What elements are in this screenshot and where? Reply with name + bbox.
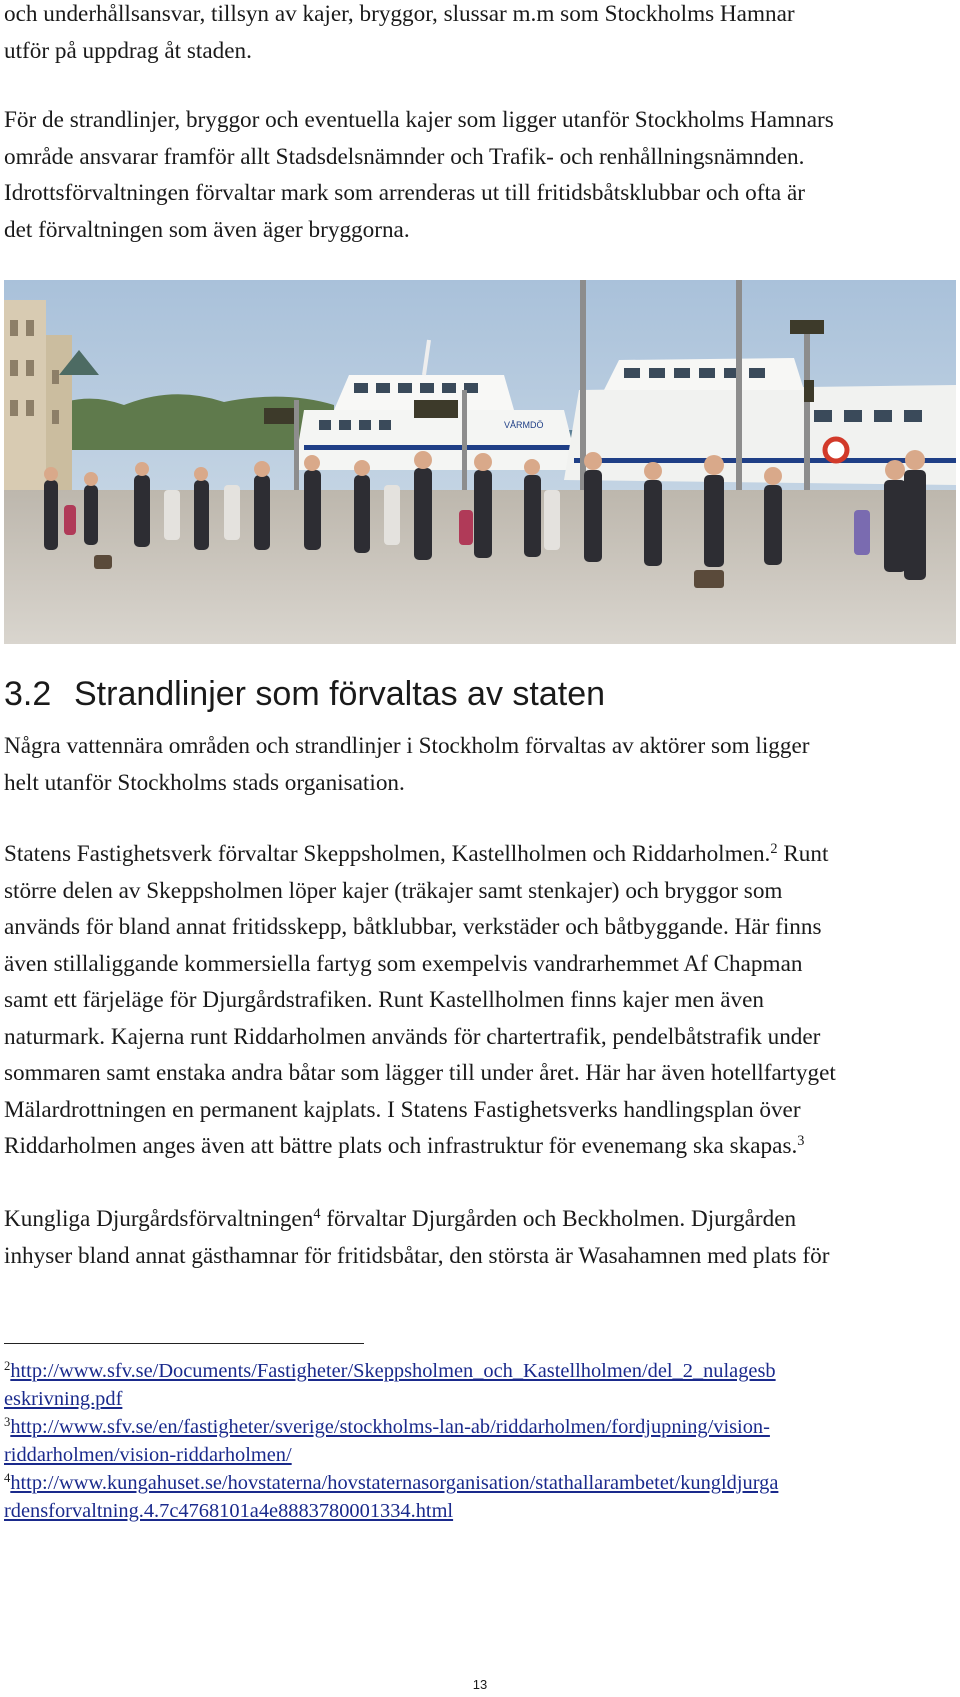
ferry-stripe — [304, 445, 574, 450]
body-paragraph-2 — [4, 836, 956, 1165]
text-run: Kungliga Djurgårdsförvaltningen — [4, 1206, 314, 1232]
section-heading — [4, 674, 605, 714]
text-run: Statens Fastighetsverk förvaltar Skeppsholmen, Kastellholmen och Riddarholmen. — [4, 841, 771, 867]
text-line: Idrottsförvaltningen förvaltar mark som arrenderas ut till fritidsbåtsklubbar och ofta är — [4, 180, 805, 206]
text-line: helt utanför Stockholms stads organisation. — [4, 769, 405, 796]
footnote-4 — [4, 1469, 956, 1525]
footnote-3 — [4, 1413, 956, 1469]
page-number: 13 — [472, 1677, 488, 1692]
footnote-link[interactable]: http://www.sfv.se/en/fastigheter/sverige/stockholms-lan-ab/riddarholmen/fordjupning/vision- — [10, 1416, 770, 1438]
footnote-ref[interactable]: 3 — [797, 1133, 805, 1150]
text-run: förvaltar Djurgården och Beckholmen. Djurgården — [320, 1206, 797, 1232]
text-run: Runt — [777, 841, 829, 867]
text-run: Riddarholmen anges även att bättre plats och infrastruktur för evenemang ska skapas. — [4, 1133, 798, 1159]
text-line: och underhållsansvar, tillsyn av kajer, bryggor, slussar m.m som Stockholms Hamnar — [4, 1, 795, 27]
section-title: Strandlinjer som förvaltas av staten — [74, 675, 606, 713]
section-number: 3.2 — [4, 675, 52, 713]
body-paragraph-3 — [4, 1201, 956, 1274]
text-line — [4, 836, 956, 873]
harbour-photo — [4, 280, 956, 644]
text-line: naturmark. Kajerna runt Riddarholmen används för chartertrafik, pendelbåtstrafik under — [4, 1023, 821, 1050]
harbour-photo-illustration — [4, 280, 956, 644]
text-line: För de strandlinjer, bryggor och eventuella kajer som ligger utanför Stockholms Hamnars — [4, 107, 834, 133]
lifebuoy-icon — [825, 439, 847, 461]
intro-paragraph-2 — [4, 102, 956, 248]
footnote-line — [4, 1413, 956, 1441]
text-line: utför på uppdrag åt staden. — [4, 37, 252, 64]
intro-paragraph-1 — [4, 0, 956, 69]
text-line: det förvaltningen som även äger bryggorna. — [4, 216, 410, 243]
footnote-link[interactable]: eskrivning.pdf — [4, 1388, 123, 1410]
text-line: större delen av Skeppsholmen löper kajer (träkajer samt stenkajer) och bryggor som — [4, 877, 783, 904]
footnote-line — [4, 1469, 956, 1497]
footnote-ref[interactable]: 2 — [770, 841, 778, 858]
text-line: Mälardrottningen en permanent kajplats. I Statens Fastighetsverks handlingsplan över — [4, 1096, 801, 1123]
footnote-link[interactable]: riddarholmen/vision-riddarholmen/ — [4, 1444, 292, 1466]
footnote-separator — [4, 1343, 364, 1344]
footnote-link[interactable]: http://www.kungahuset.se/hovstaterna/hovstaternasorganisation/stathallarambetet/kungldjurga — [10, 1472, 779, 1494]
text-line: sommaren samt enstaka andra båtar som lägger till under året. Här har även hotellfartyget — [4, 1060, 836, 1086]
footnote-line — [4, 1441, 956, 1469]
boat-name: VÅRMDÖ — [504, 420, 544, 430]
footnote-line — [4, 1385, 956, 1413]
text-line: används för bland annat fritidsskepp, båtklubbar, verkstäder och båtbyggande. Här finns — [4, 914, 822, 940]
footnote-ref[interactable]: 4 — [313, 1206, 321, 1223]
body-paragraph-1 — [4, 728, 956, 801]
footnote-link[interactable]: rdensforvaltning.4.7c4768101a4e8883780001334.html — [4, 1500, 454, 1522]
footnote-line — [4, 1497, 956, 1525]
text-line: inhyser bland annat gästhamnar för fritidsbåtar, den största är Wasahamnen med plats för — [4, 1242, 830, 1269]
text-line: även stillaliggande kommersiella fartyg som exempelvis vandrarhemmet Af Chapman — [4, 950, 803, 977]
text-line: Några vattennära områden och strandlinjer i Stockholm förvaltas av aktörer som ligger — [4, 733, 810, 759]
footnote-link[interactable]: http://www.sfv.se/Documents/Fastigheter/Skeppsholmen_och_Kastellholmen/del_2_nulagesb — [10, 1360, 776, 1382]
footnote-line — [4, 1357, 956, 1385]
text-line — [4, 1128, 956, 1165]
footnote-2 — [4, 1357, 956, 1413]
footnote-mark: 4 — [4, 1471, 11, 1486]
footnote-mark: 2 — [4, 1359, 11, 1374]
text-line: samt ett färjeläge för Djurgårdstrafiken. Runt Kastellholmen finns kajer men även — [4, 987, 765, 1013]
footnote-mark: 3 — [4, 1415, 11, 1430]
text-line — [4, 1201, 956, 1238]
text-line: område ansvarar framför allt Stadsdelsnämnder och Trafik- och renhållningsnämnden. — [4, 143, 805, 170]
